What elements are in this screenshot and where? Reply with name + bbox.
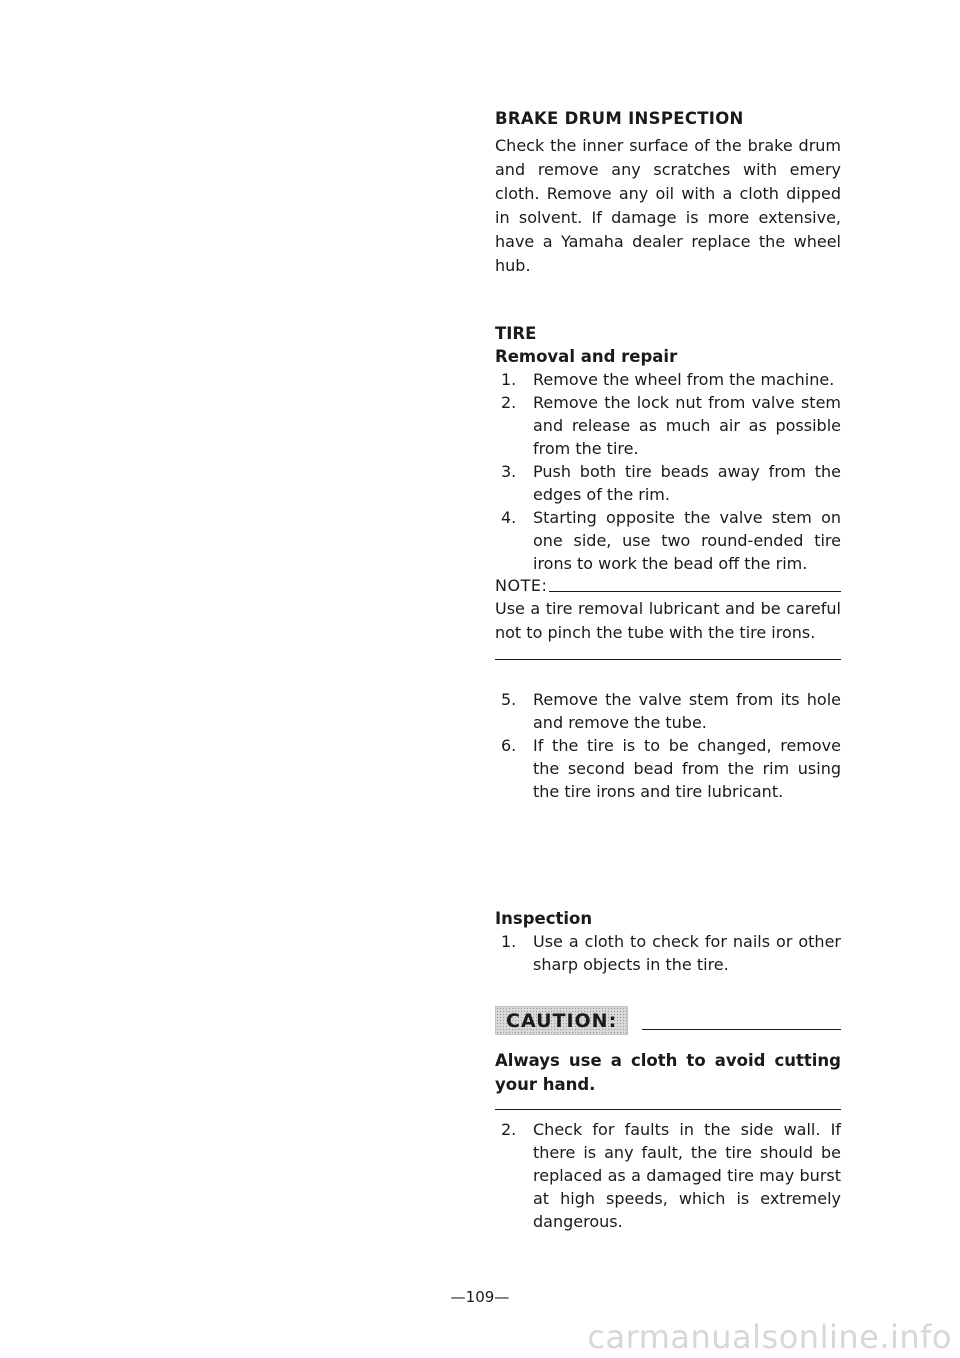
step-number: 4. xyxy=(501,508,517,527)
step-text: Remove the valve stem from its hole and remove the tube. xyxy=(533,690,841,732)
note-rule xyxy=(549,591,841,592)
caution-header xyxy=(495,1006,841,1035)
brake-drum-heading: BRAKE DRUM INSPECTION xyxy=(495,109,744,128)
list-item xyxy=(495,1118,841,1233)
caution-rule xyxy=(642,1029,841,1030)
text-column xyxy=(495,107,841,1233)
removal-steps-list xyxy=(495,368,841,575)
list-item xyxy=(495,688,841,734)
step-text: Push both tire beads away from the edges of the rim. xyxy=(533,462,841,504)
page-number: —109— xyxy=(450,1288,510,1306)
step-text: Starting opposite the valve stem on one side, use two round-ended tire irons to work the bead off the rim. xyxy=(533,508,841,573)
caution-badge: CAUTION: xyxy=(495,1006,628,1035)
removal-repair-heading: Removal and repair xyxy=(495,347,678,366)
list-item xyxy=(495,391,841,460)
step-text: Check for faults in the side wall. If there is any fault, the tire should be replaced as a damaged tire may burst at high speeds, which is extremely dangerous. xyxy=(533,1120,841,1231)
step-number: 2. xyxy=(501,393,517,412)
note-text: Use a tire removal lubricant and be careful not to pinch the tube with the tire irons. xyxy=(495,599,841,642)
step-text: Remove the lock nut from valve stem and release as much air as possible from the tire. xyxy=(533,393,841,458)
brake-drum-paragraph: Check the inner surface of the brake drum and remove any scratches with emery cloth. Remove any oil with a cloth dipped in solvent. If damage is more extensive, have a Yamaha dealer replace the wheel hub. xyxy=(495,136,841,275)
caution-text: Always use a cloth to avoid cutting your hand. xyxy=(495,1051,841,1094)
step-number: 6. xyxy=(501,736,517,755)
inspection-steps-continued xyxy=(495,1118,841,1233)
list-item xyxy=(495,734,841,803)
tire-heading: TIRE xyxy=(495,324,537,343)
removal-steps-continued xyxy=(495,688,841,803)
step-number: 3. xyxy=(501,462,517,481)
list-item xyxy=(495,368,841,391)
step-text: Use a cloth to check for nails or other sharp objects in the tire. xyxy=(533,932,841,974)
inspection-steps-list xyxy=(495,930,841,976)
step-number: 1. xyxy=(501,370,517,389)
step-number: 2. xyxy=(501,1120,517,1139)
step-text: If the tire is to be changed, remove the second bead from the rim using the tire irons and tire lubricant. xyxy=(533,736,841,801)
inspection-heading: Inspection xyxy=(495,909,593,928)
list-item xyxy=(495,930,841,976)
note-header xyxy=(495,575,841,597)
step-number: 5. xyxy=(501,690,517,709)
step-text: Remove the wheel from the machine. xyxy=(533,370,835,389)
watermark-text: carmanualsonline.info xyxy=(587,1318,952,1356)
note-label: NOTE: xyxy=(495,576,548,595)
step-number: 1. xyxy=(501,932,517,951)
list-item xyxy=(495,460,841,506)
list-item xyxy=(495,506,841,575)
